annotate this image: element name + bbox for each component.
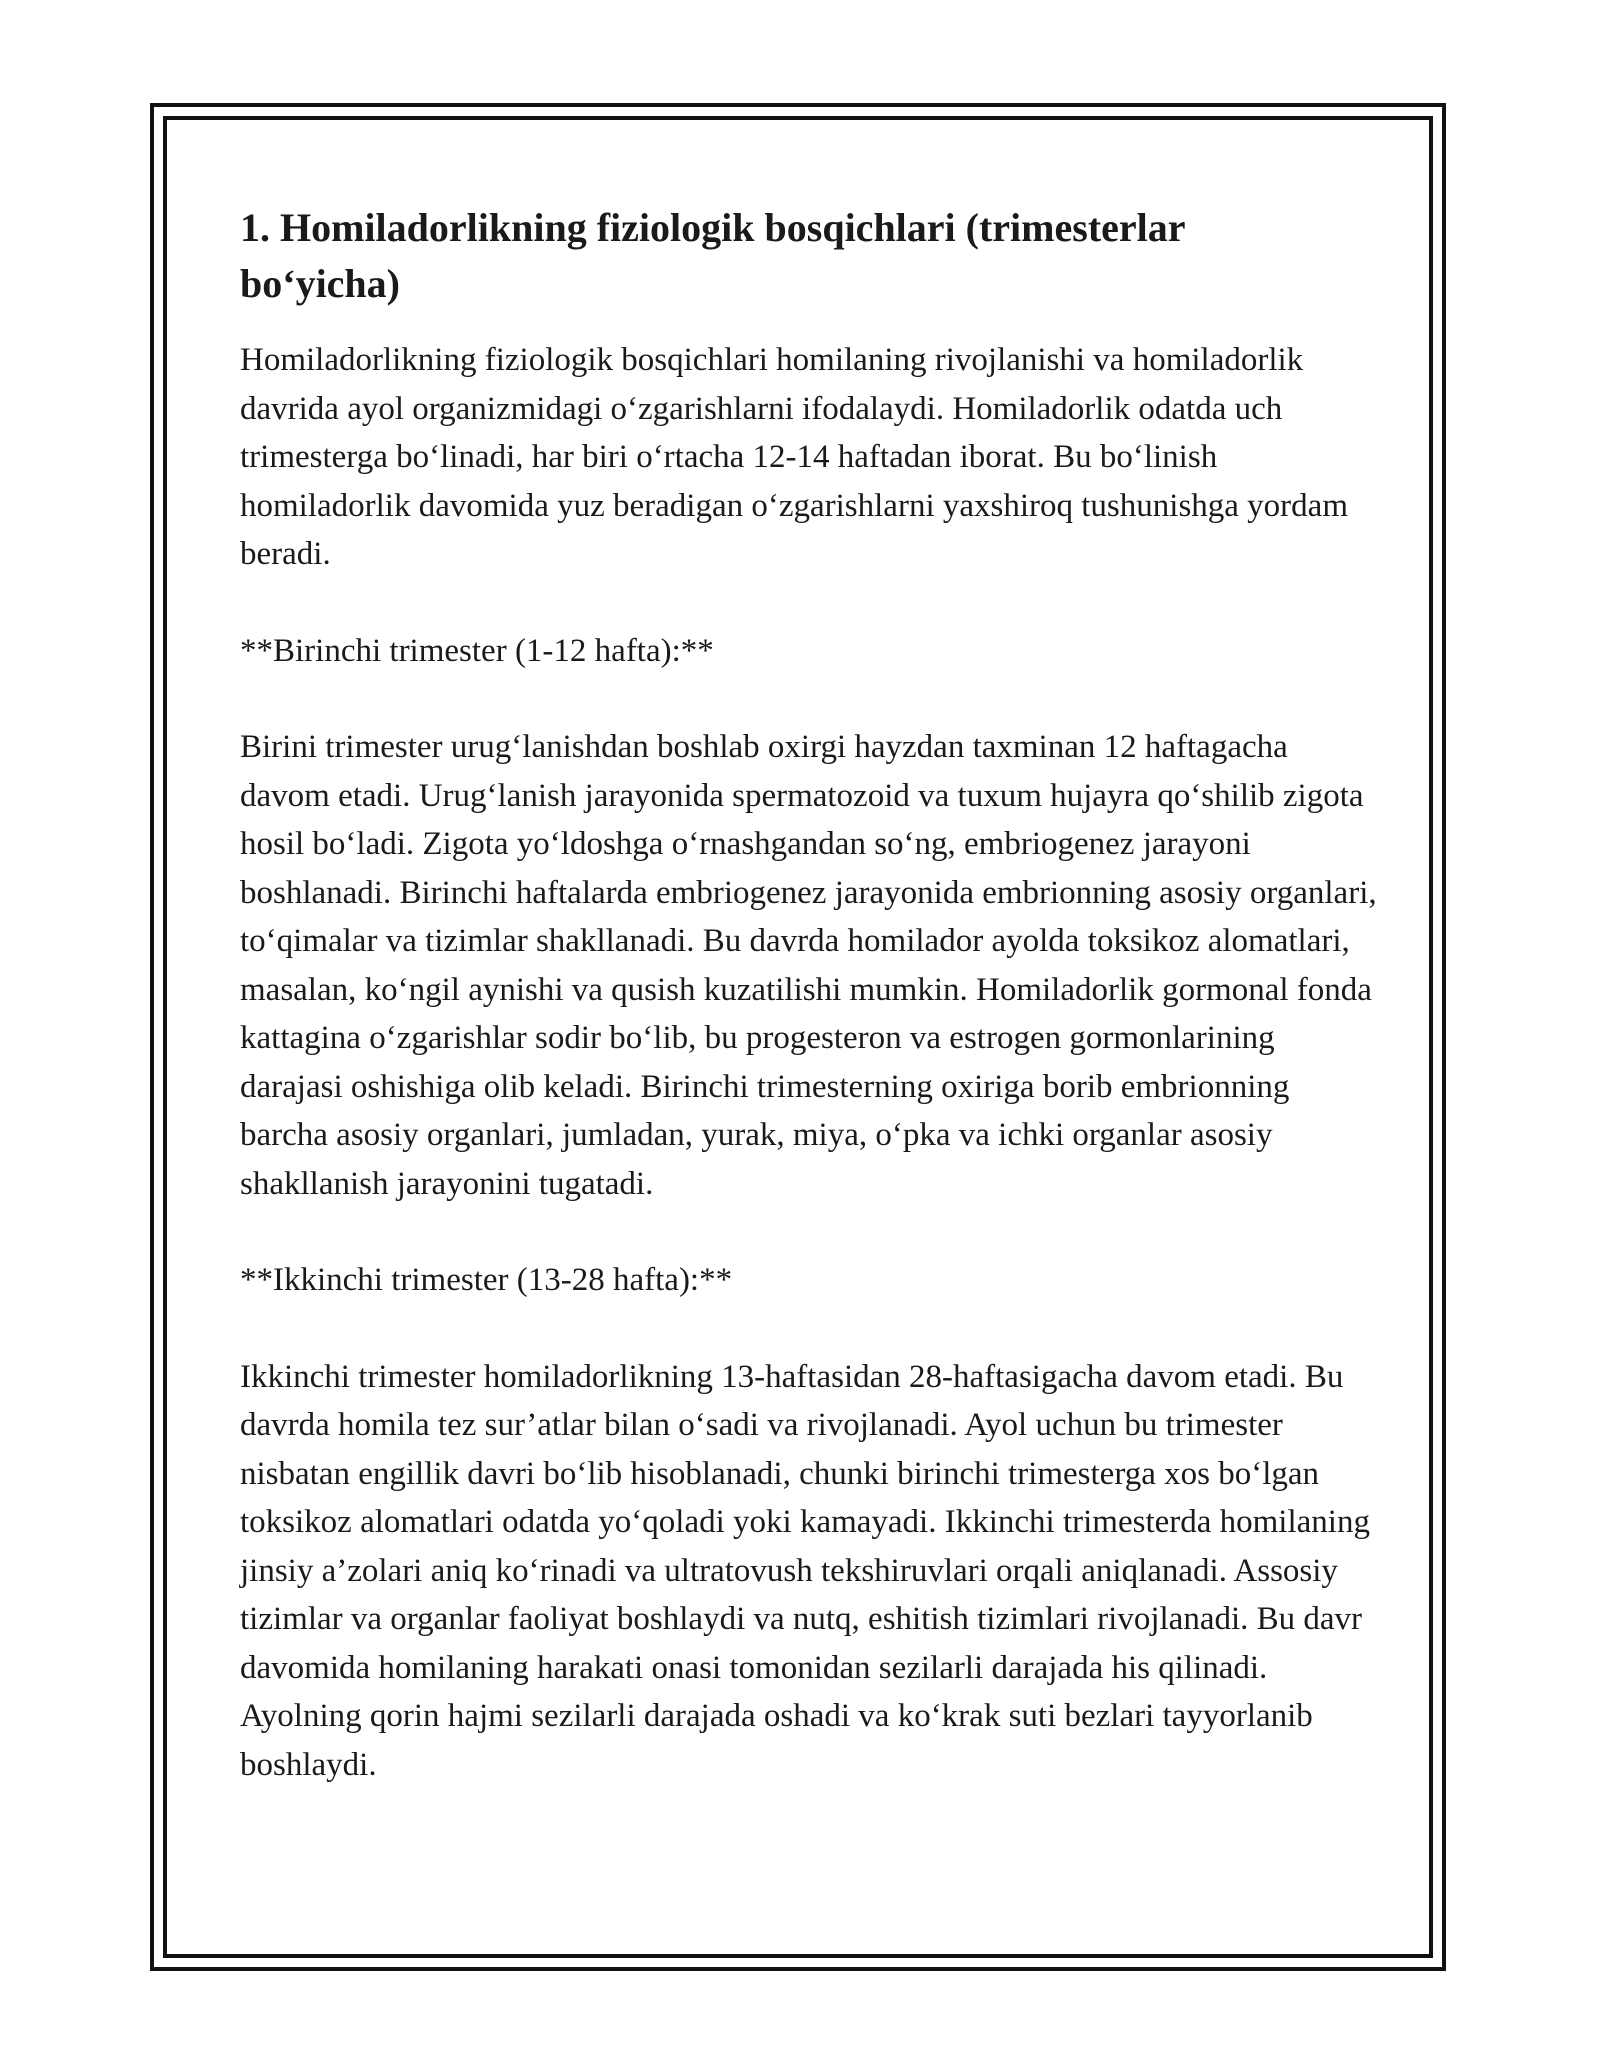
first-trimester-paragraph: Birini trimester urug‘lanishdan boshlab oxirgi hayzdan taxminan 12 haftagacha davom etadi. Urug‘lanish jarayonida spermatozoid va tuxum hujayra qo‘shilib zigota hosil bo‘ladi. Zigota yo‘ldoshga o‘rnashgandan so‘ng, embriogenez jarayoni boshlanadi. Birinchi haftalarda embriogenez jarayonida embrionning asosiy organlari, to‘qimalar va tizimlar shakllanadi. Bu davrda homilador ayolda toksikoz alomatlari, masalan, ko‘ngil aynishi va qusish kuzatilishi mumkin. Homiladorlik gormonal fonda kattagina o‘zgarishlar sodir bo‘lib, bu progesteron va estrogen gormonlarining darajasi oshishiga olib keladi. Birinchi trimesterning oxiriga borib embrionning barcha asosiy organlari, jumladan, yurak, miya, o‘pka va ichki organlar asosiy shakllanish jarayonini tugatadi.: [240, 729, 1377, 1202]
second-trimester-paragraph: Ikkinchi trimester homiladorlikning 13-haftasidan 28-haftasigacha davom etadi. Bu davrda homila tez sur’atlar bilan o‘sadi va rivojlanadi. Ayol uchun bu trimester nisbatan engillik davri bo‘lib hisoblanadi, chunki birinchi trimesterga xos bo‘lgan toksikoz alomatlari odatda yo‘qoladi yoki kamayadi. Ikkinchi trimesterda homilaning jinsiy a’zolari aniq ko‘rinadi va ultratovush tekshiruvlari orqali aniqlanadi. Assosiy tizimlar va organlar faoliyat boshlaydi va nutq, eshitish tizimlari rivojlanadi. Bu davr davomida homilaning harakati onasi tomonidan sezilarli darajada his qilinadi. Ayolning qorin hajmi sezilarli darajada oshadi va ko‘krak suti bezlari tayyorlanib boshlaydi.: [240, 1358, 1370, 1783]
page-border-outer: [150, 103, 1446, 1971]
document-content: [240, 200, 1380, 1837]
second-trimester-heading: **Ikkinchi trimester (13-28 hafta):**: [240, 1262, 733, 1298]
intro-paragraph: Homiladorlikning fiziologik bosqichlari homilaning rivojlanishi va homiladorlik davrida ayol organizmidagi o‘zgarishlarni ifodalaydi. Homiladorlik odatda uch trimesterga bo‘linadi, har biri o‘rtacha 12-14 haftadan iborat. Bu bo‘linish homiladorlik davomida yuz beradigan o‘zgarishlarni yaxshiroq tushunishga yordam beradi.: [240, 342, 1348, 572]
section-heading: 1. Homiladorlikning fiziologik bosqichlari (trimesterlar bo‘yicha): [240, 205, 1185, 306]
page-border-inner: [163, 116, 1433, 1958]
first-trimester-heading: **Birinchi trimester (1-12 hafta):**: [240, 632, 714, 669]
